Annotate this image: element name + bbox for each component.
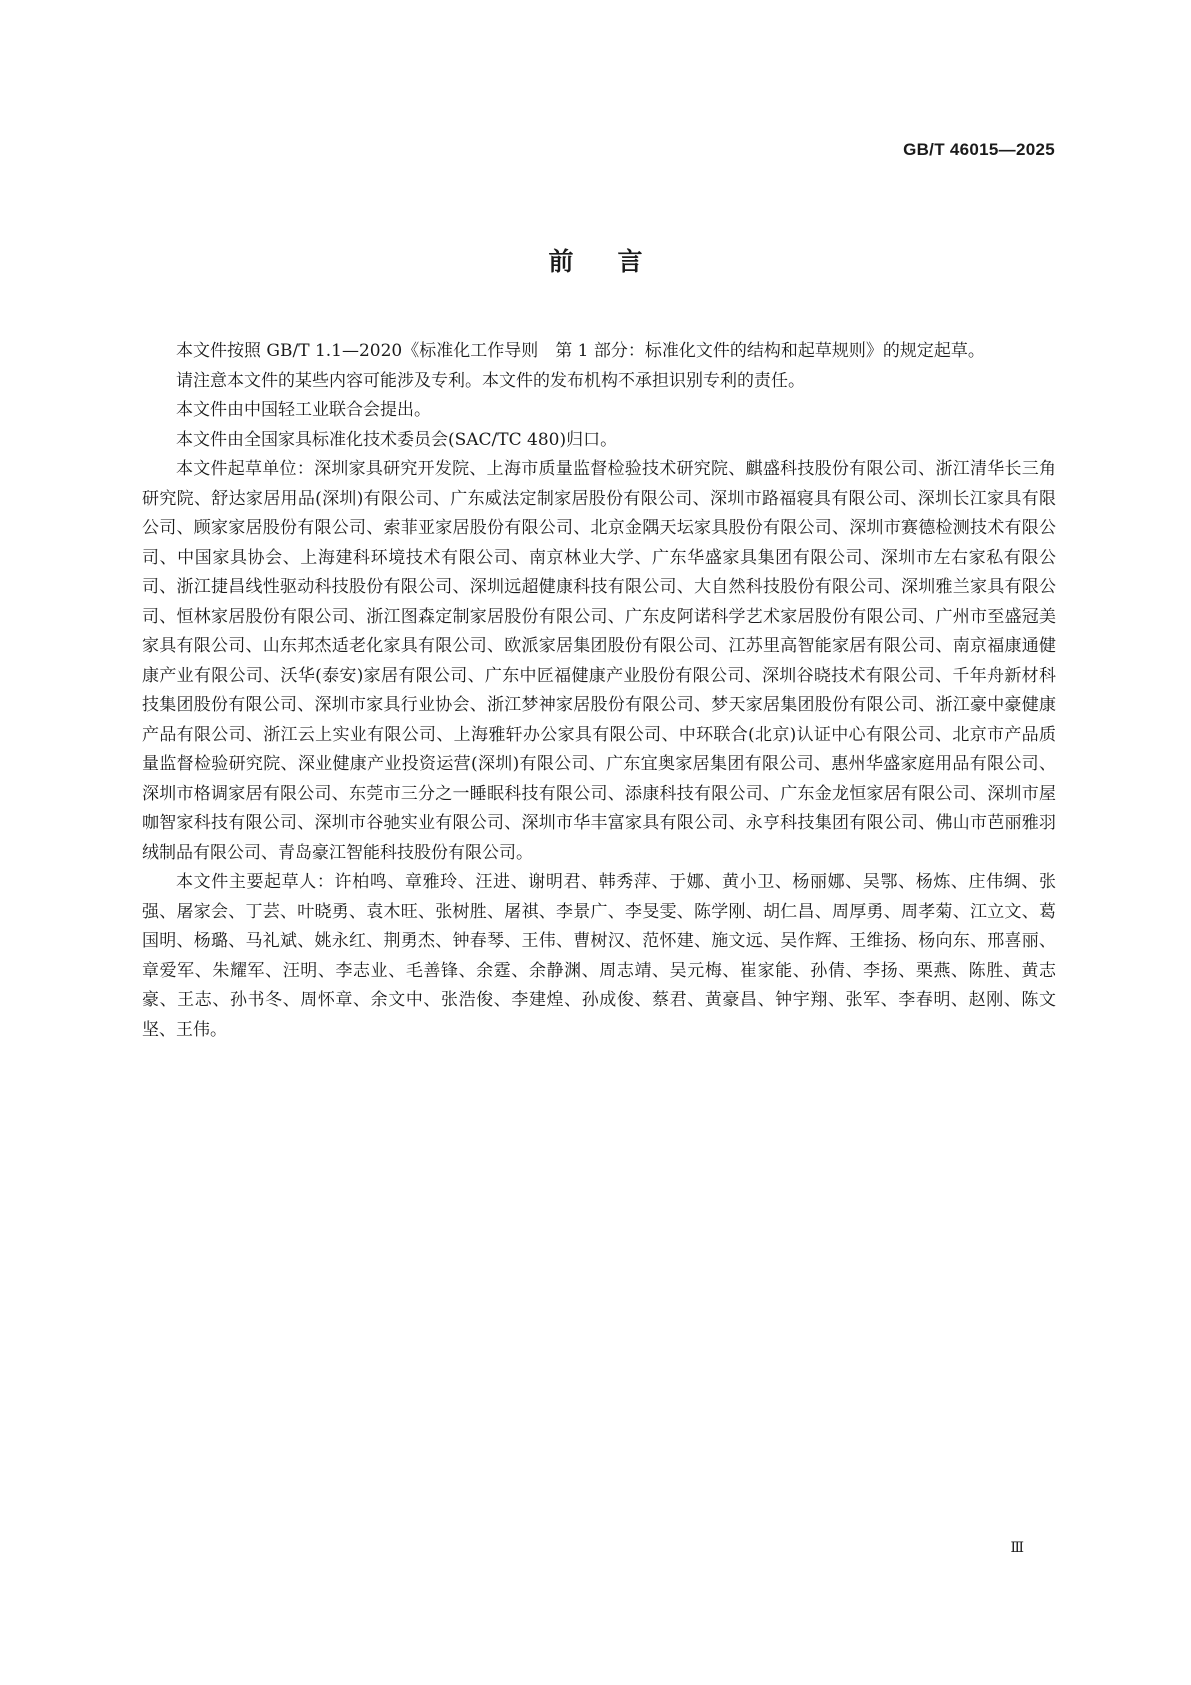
paragraph-drafting-rules: 本文件按照 GB/T 1.1—2020《标准化工作导则 第 1 部分：标准化文件的结构和起草规则》的规定起草。 <box>176 341 985 361</box>
page-number: Ⅲ <box>1010 1540 1023 1556</box>
paragraph-main-drafters: 本文件主要起草人：许柏鸣、章雅玲、汪进、谢明君、韩秀萍、于娜、黄小卫、杨丽娜、吴鄂、杨炼、庄伟绸、张强、屠家会、丁芸、叶晓勇、袁木旺、张树胜、屠祺、李景广、李旻雯、陈学刚、胡仁昌、周厚勇、周孝菊、江立文、葛国明、杨璐、马礼斌、姚永红、荆勇杰、钟春琴、王伟、曹树汉、范怀建、施文远、吴作辉、王维扬、杨向东、邢喜丽、章爱军、朱耀军、汪明、李志业、毛善锋、余霆、余静渊、周志靖、吴元梅、崔家能、孙倩、李扬、栗燕、陈胜、黄志豪、王志、孙书冬、周怀章、余文中、张浩俊、李建煌、孙成俊、蔡君、黄豪昌、钟宇翔、张军、李春明、赵刚、陈文坚、王伟。 <box>142 872 1056 1040</box>
page-title: 前言 <box>548 247 687 276</box>
paragraph-proposed-by: 本文件由中国轻工业联合会提出。 <box>176 400 431 420</box>
paragraph-patent-notice: 请注意本文件的某些内容可能涉及专利。本文件的发布机构不承担识别专利的责任。 <box>176 370 805 391</box>
paragraph-drafting-organizations: 本文件起草单位：深圳家具研究开发院、上海市质量监督检验技术研究院、麒盛科技股份有限公司、浙江清华长三角研究院、舒达家居用品(深圳)有限公司、广东威法定制家居股份有限公司、深圳市路福寝具有限公司、深圳长江家具有限公司、顾家家居股份有限公司、索菲亚家居股份有限公司、北京金隅天坛家具股份有限公司、深圳市赛德检测技术有限公司、中国家具协会、上海建科环境技术有限公司、南京林业大学、广东华盛家具集团有限公司、深圳市左右家私有限公司、浙江捷昌线性驱动科技股份有限公司、深圳远超健康科技有限公司、大自然科技股份有限公司、深圳雅兰家具有限公司、恒林家居股份有限公司、浙江图森定制家居股份有限公司、广东皮阿诺科学艺术家居股份有限公司、广州市至盛冠美家具有限公司、山东邦杰适老化家具有限公司、欧派家居集团股份有限公司、江苏里高智能家居有限公司、南京福康通健康产业有限公司、沃华(泰安)家居有限公司、广东中匠福健康产业股份有限公司、深圳谷晓技术有限公司、千年舟新材科技集团股份有限公司、深圳市家具行业协会、浙江梦神家居股份有限公司、梦天家居集团股份有限公司、浙江豪中豪健康产品有限公司、浙江云上实业有限公司、上海雅轩办公家具有限公司、中环联合(北京)认证中心有限公司、北京市产品质量监督检验研究院、深业健康产业投资运营(深圳)有限公司、广东宜奥家居集团有限公司、惠州华盛家庭用品有限公司、深圳市格调家居有限公司、东莞市三分之一睡眠科技有限公司、添康科技有限公司、广东金龙恒家居有限公司、深圳市屋咖智家科技有限公司、深圳市谷驰实业有限公司、深圳市华丰富家具有限公司、永亨科技集团有限公司、佛山市芭丽雅羽绒制品有限公司、青岛豪江智能科技股份有限公司。 <box>142 459 1056 863</box>
foreword-body <box>142 337 1056 1045</box>
paragraph-under-jurisdiction: 本文件由全国家具标准化技术委员会(SAC/TC 480)归口。 <box>176 429 618 450</box>
standard-code: GB/T 46015—2025 <box>903 140 1055 159</box>
